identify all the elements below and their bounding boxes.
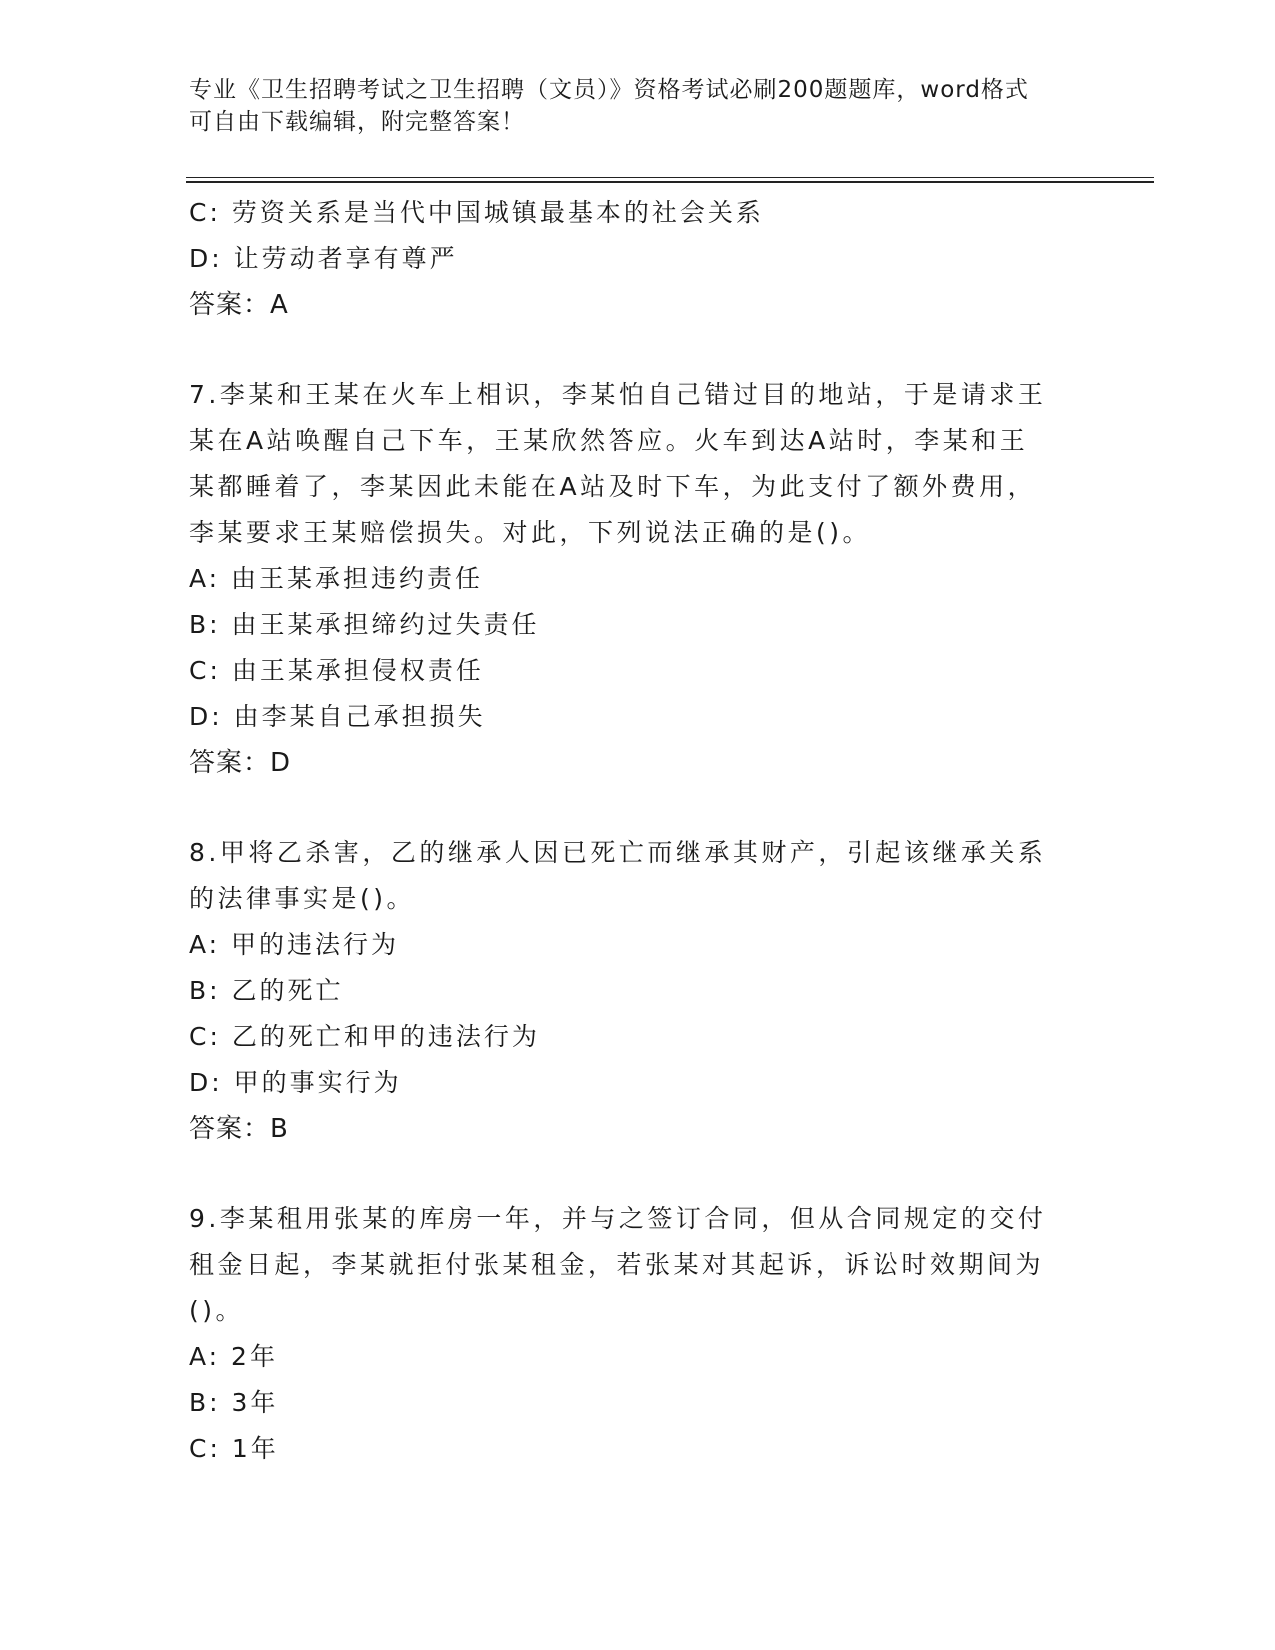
header-line-1: 专业《卫生招聘考试之卫生招聘（文员）》资格考试必刷200题题库，word格式	[189, 77, 1029, 103]
option-a: A: 2年	[189, 1342, 278, 1371]
question-text-line: 7.李某和王某在火车上相识，李某怕自己错过目的地站，于是请求王	[189, 380, 1047, 409]
previous-question-tail	[189, 190, 1069, 328]
answer-line: 答案：A	[189, 290, 289, 320]
question-list	[189, 190, 1069, 1472]
option-c: C: 1年	[189, 1434, 279, 1463]
option-d: D: 让劳动者享有尊严	[189, 244, 458, 273]
document-header	[189, 74, 1069, 138]
question-7	[189, 372, 1069, 786]
header-divider	[186, 177, 1154, 178]
answer-line: 答案：B	[189, 1114, 289, 1144]
question-text-line: 9.李某租用张某的库房一年，并与之签订合同，但从合同规定的交付	[189, 1204, 1047, 1233]
question-text-line: 李某要求王某赔偿损失。对此，下列说法正确的是()。	[189, 518, 872, 547]
question-text-line: ()。	[189, 1296, 245, 1325]
question-text-line: 的法律事实是()。	[189, 884, 416, 913]
option-c: C: 乙的死亡和甲的违法行为	[189, 1022, 540, 1051]
option-c: C: 由王某承担侵权责任	[189, 656, 484, 685]
header-line-2: 可自由下载编辑，附完整答案！	[189, 109, 525, 135]
option-d: D: 甲的事实行为	[189, 1068, 402, 1097]
question-text-line: 某都睡着了，李某因此未能在A站及时下车，为此支付了额外费用，	[189, 472, 1037, 501]
option-c: C: 劳资关系是当代中国城镇最基本的社会关系	[189, 198, 764, 227]
answer-line: 答案：D	[189, 748, 292, 778]
question-8	[189, 830, 1069, 1152]
option-a: A: 由王某承担违约责任	[189, 564, 484, 593]
question-text-line: 某在A站唤醒自己下车，王某欣然答应。火车到达A站时，李某和王	[189, 426, 1029, 455]
question-text-line: 租金日起，李某就拒付张某租金，若张某对其起诉，诉讼时效期间为	[189, 1250, 1045, 1279]
option-a: A: 甲的违法行为	[189, 930, 400, 959]
header-divider-thick	[186, 181, 1154, 183]
option-b: B: 3年	[189, 1388, 279, 1417]
option-b: B: 由王某承担缔约过失责任	[189, 610, 540, 639]
question-text-line: 8.甲将乙杀害，乙的继承人因已死亡而继承其财产，引起该继承关系	[189, 838, 1047, 867]
option-b: B: 乙的死亡	[189, 976, 344, 1005]
question-9	[189, 1196, 1069, 1472]
option-d: D: 由李某自己承担损失	[189, 702, 486, 731]
